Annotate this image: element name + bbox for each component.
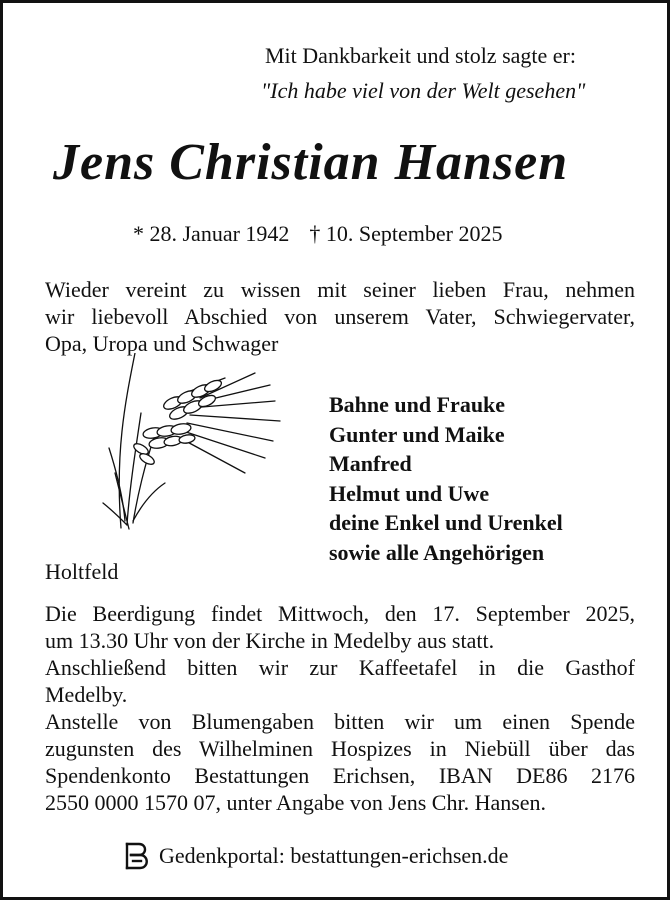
mourner-name: Bahne und Frauke <box>329 392 506 417</box>
wheat-ears-icon <box>95 353 285 533</box>
mourner-name: Gunter und Maike <box>329 421 505 447</box>
life-dates <box>133 221 503 247</box>
mourner-name: Helmut und Uwe <box>329 480 490 506</box>
mourner-name: Manfred <box>329 451 412 476</box>
death-date: † 10. September 2025 <box>309 221 503 246</box>
mourners-list <box>329 390 563 567</box>
bestattungen-erichsen-logo-icon <box>123 841 151 871</box>
funeral-line: Medelby. <box>45 682 128 707</box>
farewell-line: Opa, Uropa und Schwager <box>45 331 279 356</box>
farewell-line: wir liebevoll Abschied von unserem Vater, Schwiegervater, <box>45 304 635 329</box>
funeral-line: Anschließend bitten wir zur Kaffeetafel in die Gasthof <box>45 655 635 680</box>
place-name: Holtfeld <box>45 559 119 584</box>
quote-line: "Ich habe viel von der Welt gesehen" <box>261 78 586 103</box>
birth-date: * 28. Januar 1942 <box>133 221 290 246</box>
funeral-line: zugunsten des Wilhelminen Hospizes in Niebüll über das <box>45 736 635 761</box>
funeral-line: Anstelle von Blumengaben bitten wir um einen Spende <box>45 709 635 734</box>
memorial-portal <box>123 841 508 871</box>
farewell-line: Wieder vereint zu wissen mit seiner lieben Frau, nehmen <box>45 277 635 302</box>
funeral-line: 2550 0000 1570 07, unter Angabe von Jens Chr. Hansen. <box>45 790 547 815</box>
deceased-name: Jens Christian Hansen <box>53 134 569 191</box>
funeral-paragraph <box>45 600 635 816</box>
intro-line: Mit Dankbarkeit und stolz sagte er: <box>265 43 576 68</box>
funeral-line: Die Beerdigung findet Mittwoch, den 17. September 2025, <box>45 601 635 626</box>
portal-text: Gedenkportal: bestattungen-erichsen.de <box>159 843 509 868</box>
farewell-paragraph <box>45 276 635 357</box>
funeral-line: um 13.30 Uhr von der Kirche in Medelby aus statt. <box>45 628 495 653</box>
funeral-line: Spendenkonto Bestattungen Erichsen, IBAN DE86 2176 <box>45 763 635 788</box>
mourner-name: sowie alle Angehörigen <box>329 539 545 565</box>
mourner-name: deine Enkel und Urenkel <box>329 510 563 535</box>
